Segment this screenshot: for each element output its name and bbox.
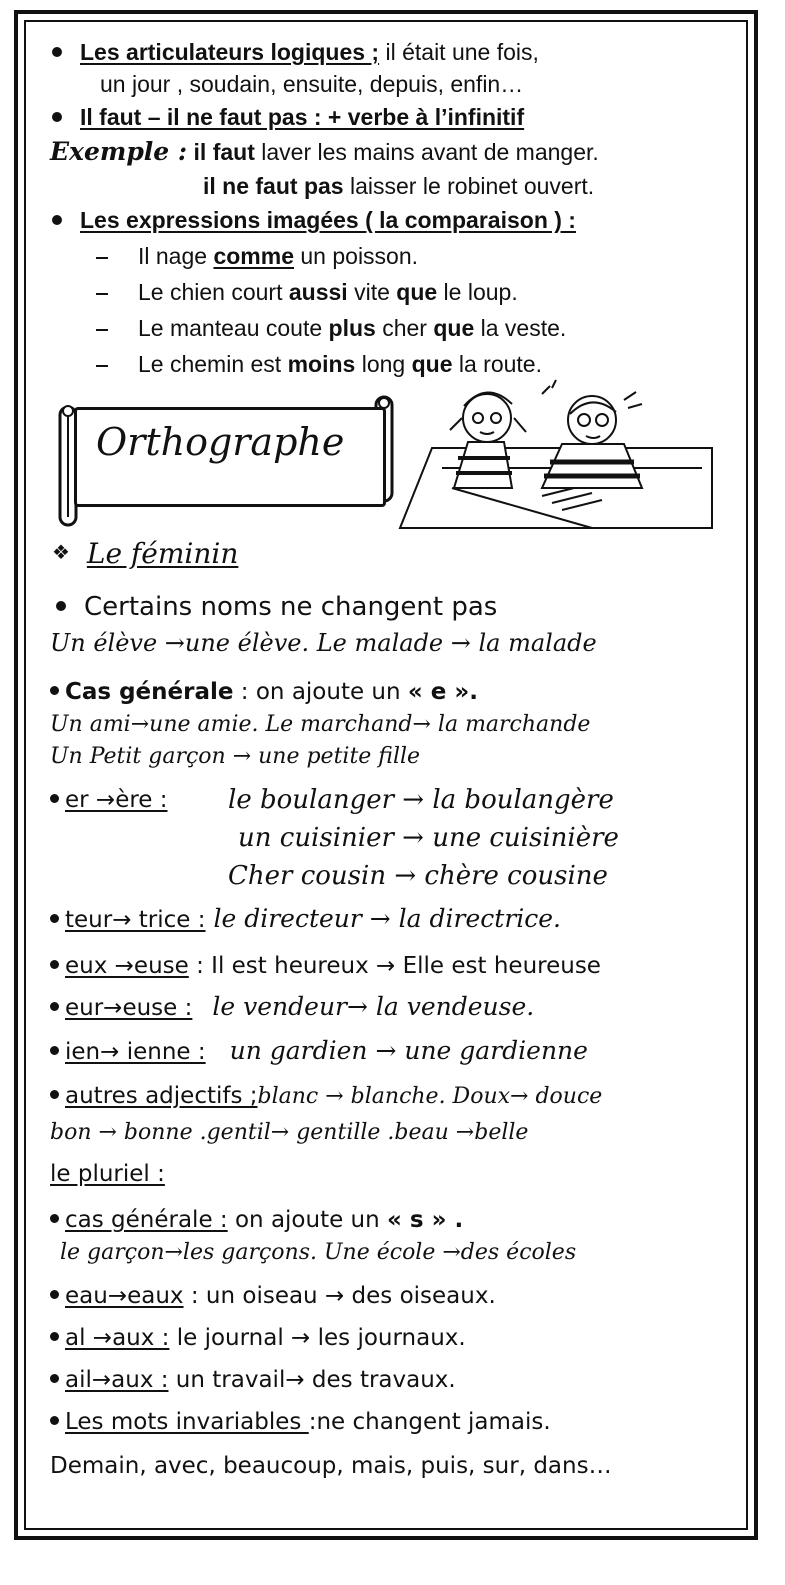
section-title: Orthographe: [96, 420, 345, 464]
list-item: Le chemin est moins long que la route.: [96, 350, 542, 378]
rule-ien: [50, 1036, 588, 1066]
bullet-icon: [52, 47, 62, 57]
bullet-icon: [50, 1002, 59, 1011]
rule-eur: [50, 992, 534, 1022]
al-example: le journal → les journaux.: [169, 1325, 466, 1351]
example-2-text: laisser le robinet ouvert.: [343, 173, 595, 199]
example-line-2: [203, 172, 594, 200]
bullet-icon: [50, 1332, 59, 1341]
feminin-b2-example-2: Un Petit garçon → une petite fille: [50, 744, 421, 769]
rule-al: [50, 1324, 466, 1352]
teur-heading: teur→ trice :: [65, 907, 206, 933]
pluriel-rule-general: cas générale : on ajoute un « s » .: [50, 1206, 463, 1234]
example-label: Exemple :: [50, 137, 188, 166]
eur-example: le vendeur→ la vendeuse.: [212, 992, 535, 1021]
er-heading: er →ère :: [65, 787, 168, 813]
feminin-bullet-1: [56, 592, 497, 622]
il-faut-heading: Il faut – il ne faut pas : + verbe à l’infinitif: [80, 104, 525, 130]
bullet-icon: [50, 1090, 59, 1099]
invariables-list: Demain, avec, beaucoup, mais, puis, sur, dans…: [50, 1453, 612, 1479]
bullet-expressions: [52, 206, 576, 234]
teur-example: le directeur → la directrice.: [205, 904, 562, 933]
ien-heading: ien→ ienne :: [65, 1039, 206, 1065]
feminin-b1-example: Un élève →une élève. Le malade → la malade: [50, 629, 597, 657]
eux-heading: eux →euse: [65, 953, 189, 979]
bullet-icon: [50, 794, 59, 803]
list-item: Il nage comme un poisson.: [96, 242, 418, 270]
bullet-icon: [50, 1416, 59, 1425]
bullet-icon: [50, 914, 59, 923]
cas-generale-heading: Cas générale: [65, 679, 234, 705]
feminin-b1-text: Certains noms ne changent pas: [84, 592, 498, 622]
feminin-bullet-2: Cas générale : on ajoute un « e ».: [50, 678, 478, 706]
feminin-heading-row: [52, 536, 238, 574]
bullet-icon: [52, 112, 62, 122]
feminin-title: Le féminin: [86, 537, 239, 570]
example-1-keyword: il faut: [193, 139, 255, 165]
bullet-icon: [50, 1046, 59, 1055]
illustration-children-writing: [392, 378, 722, 534]
ail-example: un travail→ des travaux.: [168, 1367, 456, 1393]
example-2-keyword: il ne faut pas: [203, 173, 344, 199]
dash-icon: [96, 293, 108, 295]
bullet-icon: [52, 215, 62, 225]
dash-icon: [96, 257, 108, 259]
rule-er: [50, 786, 168, 814]
rule-teur: [50, 904, 561, 934]
rule-invariables: [50, 1408, 551, 1436]
invariables-text: :ne changent jamais.: [308, 1409, 551, 1435]
list-item: Le chien court aussi vite que le loup.: [96, 278, 518, 306]
feminin-b2-example-1: Un ami→une amie. Le marchand→ la marchande: [50, 712, 591, 737]
rule-eux: [50, 952, 601, 980]
bullet-il-faut: [52, 103, 524, 131]
articulateurs-line2: un jour , soudain, ensuite, depuis, enfin…: [100, 71, 524, 97]
bullet-articulateurs: [52, 38, 539, 66]
expressions-heading: Les expressions imagées ( la comparaison ) :: [80, 207, 576, 233]
eau-heading: eau→eaux: [65, 1283, 184, 1309]
rule-ail: [50, 1366, 456, 1394]
er-example-3: Cher cousin → chère cousine: [228, 861, 608, 891]
articulateurs-text: il était une fois,: [379, 39, 539, 65]
er-example-1: le boulanger → la boulangère: [228, 785, 614, 815]
pluriel-title: le pluriel :: [50, 1161, 165, 1187]
bullet-icon: [50, 960, 59, 969]
eur-heading: eur→euse :: [65, 995, 193, 1021]
bullet-icon: [50, 1374, 59, 1383]
dash-icon: [96, 329, 108, 331]
pluriel-general-example: le garçon→les garçons. Une école →des écoles: [60, 1240, 577, 1265]
bullet-icon: [50, 1214, 59, 1223]
bullet-icon: [56, 601, 66, 611]
ien-example: un gardien → une gardienne: [229, 1036, 588, 1065]
dash-icon: [96, 365, 108, 367]
autres-example-1: blanc → blanche. Doux→ douce: [257, 1084, 603, 1109]
eux-example: : Il est heureux → Elle est heureuse: [188, 953, 601, 979]
invariables-heading: Les mots invariables: [65, 1409, 309, 1435]
example-line-1: [50, 138, 599, 166]
autres-heading: autres adjectifs ;: [65, 1083, 258, 1109]
al-heading: al →aux :: [65, 1325, 170, 1351]
ail-heading: ail→aux :: [65, 1367, 169, 1393]
list-item: Le manteau coute plus cher que la veste.: [96, 314, 566, 342]
er-example-2: un cuisinier → une cuisinière: [238, 823, 619, 853]
bullet-icon: [50, 1290, 59, 1299]
example-1-text: laver les mains avant de manger.: [254, 139, 599, 165]
diamond-bullet-icon: ❖: [52, 540, 70, 564]
articulateurs-heading: Les articulateurs logiques ;: [80, 39, 380, 65]
pluriel-general-heading: cas générale :: [65, 1207, 228, 1233]
section-banner: [58, 395, 394, 527]
rule-autres-adjectifs: [50, 1082, 602, 1112]
rule-eau: [50, 1282, 496, 1310]
bullet-icon: [50, 686, 59, 695]
eau-example: : un oiseau → des oiseaux.: [183, 1283, 496, 1309]
autres-example-2: bon → bonne .gentil→ gentille .beau →belle: [50, 1120, 529, 1145]
